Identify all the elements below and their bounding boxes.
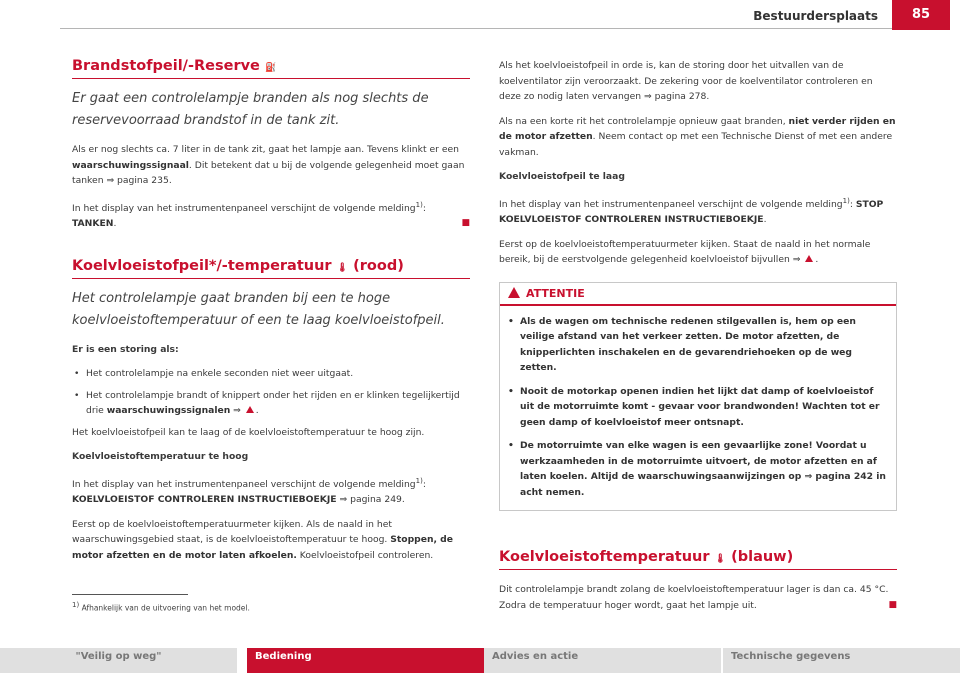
footer-tab-safety[interactable]: "Veilig op weg"	[0, 648, 237, 673]
paragraph: Eerst op de koelvloeistoftemperatuurmeter kijken. Als de naald in het waarschuwingsgebied staat, is de koelvloeistoftemperatuur te hoog. Stoppen, de motor afzetten en de motor laten afkoelen. Koelvloeistofpeil controleren.	[72, 518, 453, 561]
paragraph: Eerst op de koelvloeistoftemperatuurmeter kijken. Staat de naald in het normale bereik, bij de eerstvolgende gelegenheid koelvloeistof bijvullen ⇒ .	[499, 238, 871, 266]
coolant-temperature-icon: 🌡	[714, 554, 727, 565]
left-column	[72, 58, 470, 572]
list-item: • Het controlelampje brandt of knippert onder het rijden en er klinken tegelijkertijd drie waarschuwingssignalen ⇒ .	[72, 388, 470, 419]
warning-icon	[508, 287, 520, 298]
paragraph: In het display van het instrumentenpaneel verschijnt de volgende melding$^{1)}$: STOP KOELVLOEISTOF CONTROLEREN INSTRUCTIEBOEKJE.	[499, 196, 884, 226]
warning-item: • Als de wagen om technische redenen stilgevallen is, hem op een veilige afstand van het verkeer zetten. De motor afzetten, de knipperlichten inschakelen en de gevarendriehoeken op de weg zetten.	[506, 314, 888, 376]
paragraph: Het koelvloeistofpeil kan te laag of de koelvloeistoftemperatuur te hoog zijn.	[72, 426, 425, 438]
footer-tab-advice[interactable]: Advies en actie	[484, 648, 721, 673]
section-intro-coolant: Het controlelampje gaat branden bij een te hoge koelvloeistoftemperatuur of een te laag koelvloeistofpeil.	[72, 290, 445, 328]
section-heading-coolant-blue: Koelvloeistoftemperatuur 🌡 (blauw)	[499, 549, 897, 570]
footer-tab-technical[interactable]: Technische gegevens	[723, 648, 960, 673]
section-end-icon: ■	[888, 599, 897, 610]
paragraph: In het display van het instrumentenpaneel verschijnt de volgende melding$^{1)}$: KOELVLOEISTOF CONTROLEREN INSTRUCTIEBOEKJE ⇒ pagina 249.	[72, 476, 426, 506]
subheading: Koelvloeistoftemperatuur te hoog	[72, 451, 249, 463]
warning-icon	[246, 406, 254, 413]
warning-item: • Nooit de motorkap openen indien het lijkt dat damp of koelvloeistof uit de motorruimte komt - gevaar voor brandwonden! Wachten tot er geen damp of koelvloeistof meer ontsnapt.	[506, 384, 888, 431]
warning-box	[499, 282, 897, 512]
footnote-divider	[72, 594, 188, 595]
warning-icon	[805, 255, 813, 262]
section-heading-fuel: Brandstofpeil/-Reserve ⛽	[72, 58, 470, 79]
paragraph: Als het koelvloeistofpeil in orde is, kan de storing door het uitvallen van de koelventilator zijn veroorzaakt. De zekering voor de koelventilator controleren en deze zo nodig laten vervangen ⇒ pagina 278.	[499, 60, 873, 102]
subheading: Koelvloeistofpeil te laag	[499, 171, 625, 182]
right-column	[499, 58, 897, 622]
subheading: Er is een storing als:	[72, 343, 179, 355]
footer-nav	[0, 648, 960, 673]
warning-title: ATTENTIE	[500, 283, 896, 306]
page-number: 85	[892, 0, 950, 30]
footnote: $^{1)}$ Afhankelijk van de uitvoering van het model.	[72, 601, 250, 613]
footer-tab-operation[interactable]: Bediening	[247, 648, 484, 673]
list-item: • Het controlelampje na enkele seconden niet weer uitgaat.	[72, 366, 470, 382]
coolant-temperature-icon: 🌡	[336, 262, 349, 273]
page-header	[0, 0, 960, 30]
section-heading-coolant: Koelvloeistofpeil*/-temperatuur 🌡 (rood)	[72, 258, 470, 279]
paragraph: Dit controlelampje brandt zolang de koelvloeistoftemperatuur lager is dan ca. 45 °C. Zodra de temperatuur hoger wordt, gaat het lampje uit. ■	[499, 582, 897, 613]
header-divider	[60, 28, 892, 29]
section-intro-fuel: Er gaat een controlelampje branden als nog slechts de reservevoorraad brandstof in de tank zit.	[72, 91, 429, 128]
chapter-title: Bestuurdersplaats	[753, 9, 878, 23]
fuel-pump-icon: ⛽	[264, 63, 277, 73]
paragraph: Als na een korte rit het controlelampje opnieuw gaat branden, niet verder rijden en de motor afzetten. Neem contact op met een Technische Dienst of met een andere vakman.	[499, 115, 896, 158]
warning-item: • De motorruimte van elke wagen is een gevaarlijke zone! Voordat u werkzaamheden in de motorruimte uitvoert, de motor afzetten en af laten koelen. Altijd de waarschuwingsaanwijzingen op ⇒ pagina 242 in acht nemen.	[506, 438, 888, 500]
paragraph: Als er nog slechts ca. 7 liter in de tank zit, gaat het lampje aan. Tevens klinkt er een waarschuwingssignaal. Dit betekent dat u bij de volgende gelegenheid moet gaan tanken ⇒ pagina 235.	[72, 144, 465, 186]
paragraph: In het display van het instrumentenpaneel verschijnt de volgende melding$^{1)}$: TANKEN. ■	[72, 198, 470, 232]
section-end-icon: ■	[461, 218, 470, 229]
